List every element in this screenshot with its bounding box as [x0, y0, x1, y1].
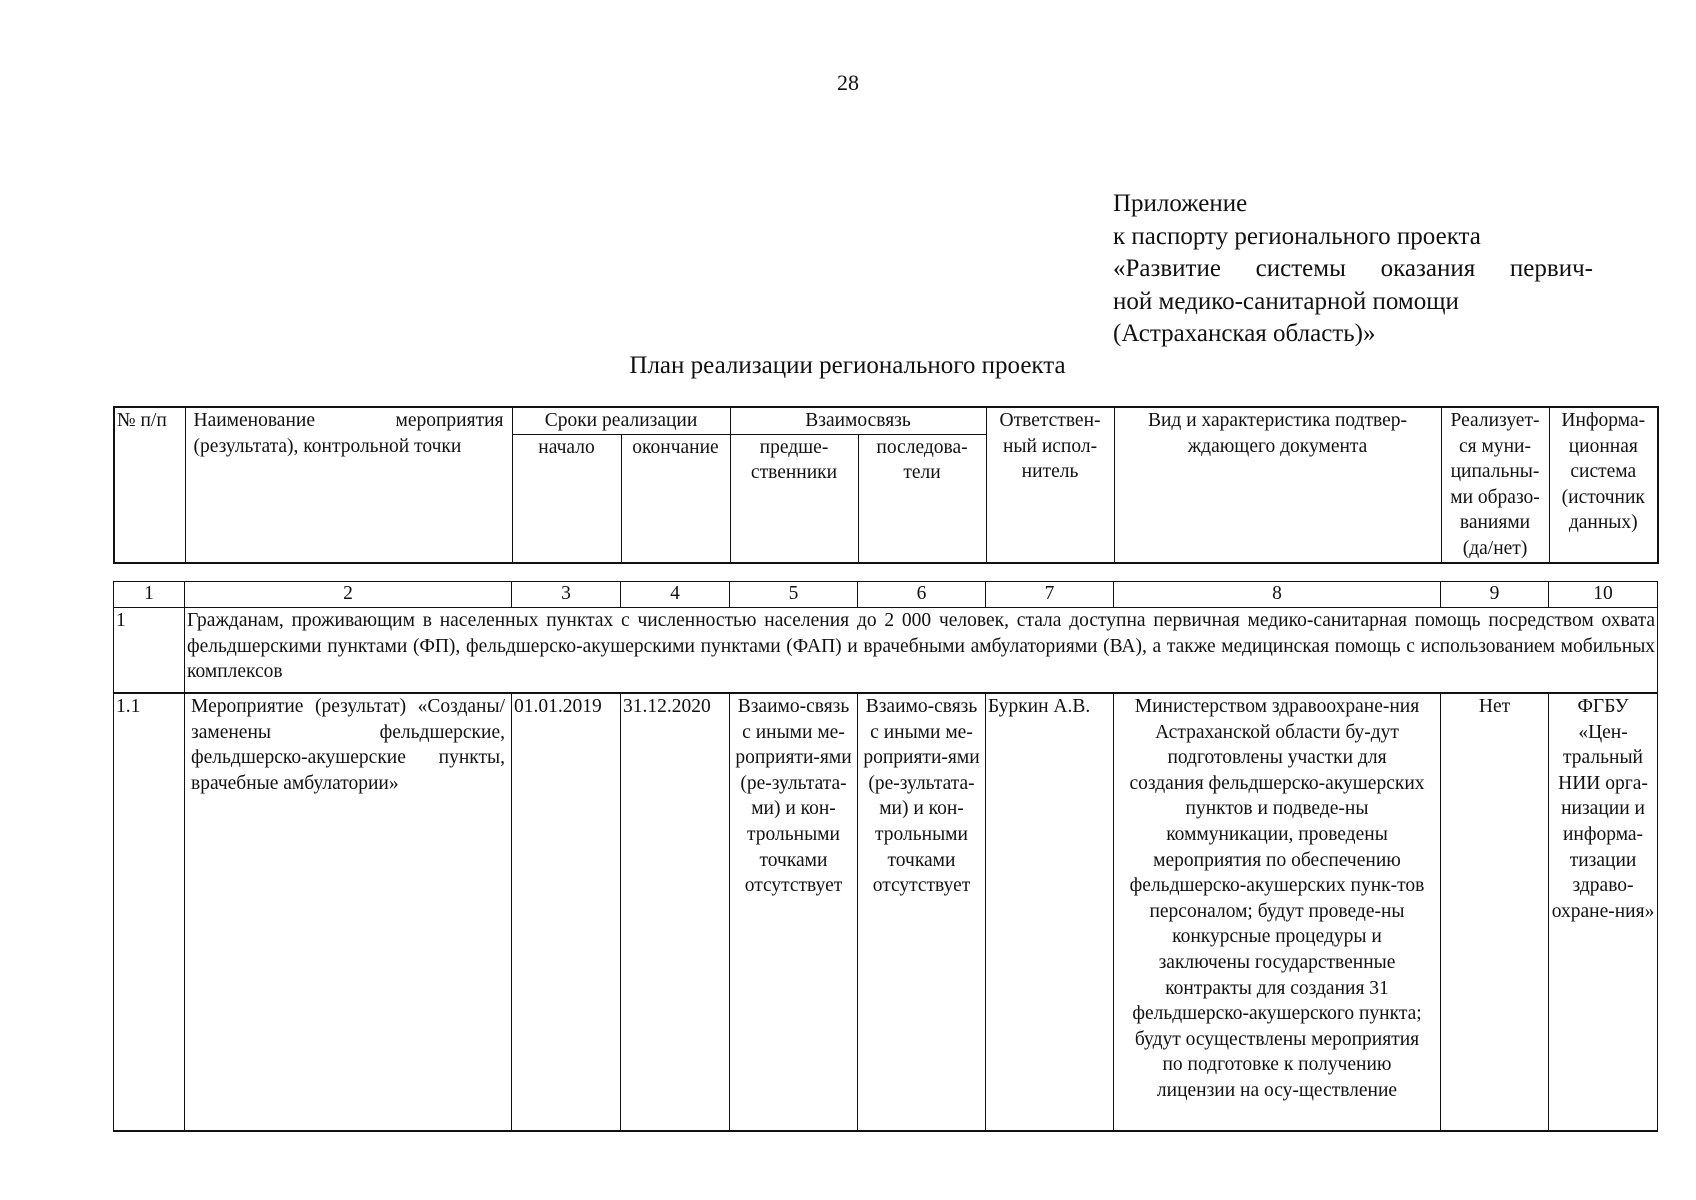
row-number: 1.1 [114, 693, 185, 1131]
row-municipal: Нет [1441, 693, 1549, 1131]
row-end: 31.12.2020 [621, 693, 730, 1131]
header-followers: последова-тели [858, 434, 986, 562]
header-num: № п/п [114, 407, 185, 563]
row-infosystem: ФГБУ «Цен-тральный НИИ орга-низации и информа-тизации здраво-охране-ния» [1549, 693, 1658, 1131]
column-number: 8 [1114, 582, 1441, 608]
row-start: 01.01.2019 [512, 693, 621, 1131]
header-document: Вид и характеристика подтвер-ждающего документа [1114, 407, 1441, 563]
appendix-line: Приложение [1113, 190, 1248, 217]
header-start: начало [512, 434, 621, 562]
header-name: Наименование мероприятия (результата), контрольной точки [185, 407, 512, 563]
column-number: 3 [512, 582, 621, 608]
column-number: 2 [185, 582, 512, 608]
appendix-line: к паспорту регионального проекта [1113, 222, 1481, 250]
appendix-line: (Астраханская область)» [1113, 320, 1376, 347]
header-terms: Сроки реализации [512, 407, 730, 434]
section-number: 1 [114, 608, 185, 694]
row-followers: Взаимо-связь с иными ме-роприяти-ями (ре-зультата-ми) и кон-трольными точками отсутствует [858, 693, 986, 1131]
header-responsible: Ответствен-ный испол-нитель [986, 407, 1114, 563]
header-end: окончание [621, 434, 730, 562]
column-number: 5 [730, 582, 858, 608]
column-numbers-table [113, 581, 1658, 608]
header-table [113, 406, 1659, 564]
plan-table-body [113, 607, 1658, 1132]
section-text: Гражданам, проживающим в населенных пунктах с численностью населения до 2 000 человек, стала доступна первичная медико-санитарная помощь посредством охвата фельдшерскими пунктами (ФП), фельдшерско-акушерскими пунктами (ФАП) и врачебными амбулаториями (ВА), а также медицинская помощь с использованием мобильных комплексов [185, 608, 1658, 694]
page-number: 28 [837, 70, 859, 95]
header-relation: Взаимосвязь [730, 407, 986, 434]
row-responsible: Буркин А.В. [986, 693, 1114, 1131]
column-number: 7 [986, 582, 1114, 608]
appendix-block [1113, 188, 1593, 351]
column-number: 6 [858, 582, 986, 608]
row-document: Министерством здравоохране-ния Астраханской области бу-дут подготовлены участки для создания фельдшерско-акушерских пунктов и подведе-ны коммуникации, проведены мероприятия по обеспечению фельдшерско-акушерских пунк-тов персоналом; будут проведе-ны конкурсные процедуры и заключены государственные контракты для создания 31 фельдшерско-акушерского пункта; будут осуществлены мероприятия по подготовке к получению лицензии на осу-ществление [1114, 693, 1441, 1131]
header-predecessors: предше-ственники [730, 434, 858, 562]
column-number: 9 [1441, 582, 1549, 608]
row-predecessors: Взаимо-связь с иными ме-роприяти-ями (ре-зультата-ми) и кон-трольными точками отсутствует [730, 693, 858, 1131]
appendix-line: «Развитие системы оказания первич- [1113, 255, 1593, 282]
appendix-line: ной медико-санитарной помощи [1113, 287, 1459, 315]
header-infosystem: Информа-ционная система (источник данных) [1549, 407, 1658, 563]
column-number: 4 [621, 582, 730, 608]
column-number: 10 [1549, 582, 1658, 608]
table-row [114, 693, 1658, 1131]
header-municipal: Реализует-ся муни-ципальны-ми образо-ваниями (да/нет) [1441, 407, 1549, 563]
row-name: Мероприятие (результат) «Созданы/заменены фельдшерские, фельдшерско-акушерские пункты, врачебные амбулатории» [185, 693, 512, 1131]
column-number: 1 [114, 582, 185, 608]
table-row [114, 608, 1658, 694]
document-title: План реализации регионального проекта [629, 352, 1066, 379]
